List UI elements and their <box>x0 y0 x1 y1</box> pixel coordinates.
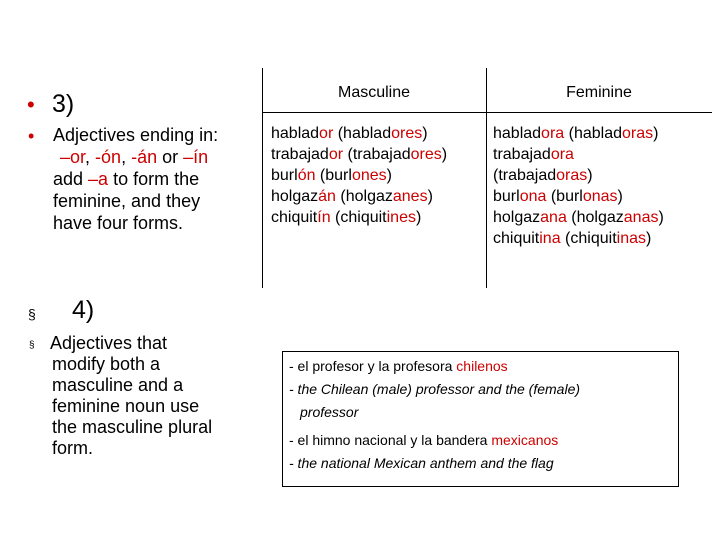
section-4-line: the masculine plural <box>52 417 213 437</box>
section-4-heading: 4) <box>72 296 95 324</box>
section-3-line: –or, -ón, -án or –ín <box>60 147 209 167</box>
example-english-1-cont: professor <box>300 404 359 420</box>
example-spanish-2: - el himno nacional y la bandera mexicanos <box>289 432 559 448</box>
section-3-line: have four forms. <box>53 213 184 233</box>
feminine-row: burlona (burlonas) <box>493 188 623 205</box>
section-3-bullet: • <box>27 92 35 117</box>
masculine-row: holgazán (holgazanes) <box>271 188 433 205</box>
masculine-row: hablador (habladores) <box>271 125 428 142</box>
section-3-line: add –a to form the <box>53 169 200 189</box>
section-3-text <box>53 124 258 234</box>
section-4-line: masculine and a <box>52 375 184 395</box>
section-4-item-bullet: § <box>29 340 35 351</box>
example-english-2: - the national Mexican anthem and the flag <box>289 455 554 471</box>
example-english-1: - the Chilean (male) professor and the (female) <box>289 381 581 397</box>
feminine-row: (trabajadoras) <box>493 167 593 184</box>
section-4-line: form. <box>52 438 94 458</box>
header-masculine: Masculine <box>337 84 411 101</box>
section-3-heading: 3) <box>52 90 75 118</box>
masculine-column <box>271 123 447 228</box>
section-4-bullet: § <box>28 306 36 322</box>
section-4-line: feminine noun use <box>52 396 200 416</box>
adjective-forms-table <box>262 68 712 288</box>
feminine-row: holgazana (holgazanas) <box>493 209 664 226</box>
example-box <box>282 351 679 487</box>
section-4-line: modify both a <box>52 354 161 374</box>
feminine-row: habladora (habladoras) <box>493 125 659 142</box>
masculine-row: trabajador (trabajadores) <box>271 146 448 163</box>
section-4-text <box>50 333 240 459</box>
section-3-line: Adjectives ending in: <box>53 125 219 145</box>
feminine-row: chiquitina (chiquitinas) <box>493 230 652 247</box>
example-spanish-1: - el profesor y la profesora chilenos <box>289 358 508 374</box>
feminine-column <box>493 123 664 249</box>
table-header-divider <box>262 112 712 113</box>
feminine-row: trabajadora <box>493 146 574 163</box>
section-3-item-bullet: • <box>28 126 35 146</box>
section-4-line: Adjectives that <box>50 333 168 353</box>
masculine-row: chiquitín (chiquitines) <box>271 209 422 226</box>
section-3-line: feminine, and they <box>53 191 201 211</box>
header-feminine: Feminine <box>566 84 632 101</box>
masculine-row: burlón (burlones) <box>271 167 392 184</box>
